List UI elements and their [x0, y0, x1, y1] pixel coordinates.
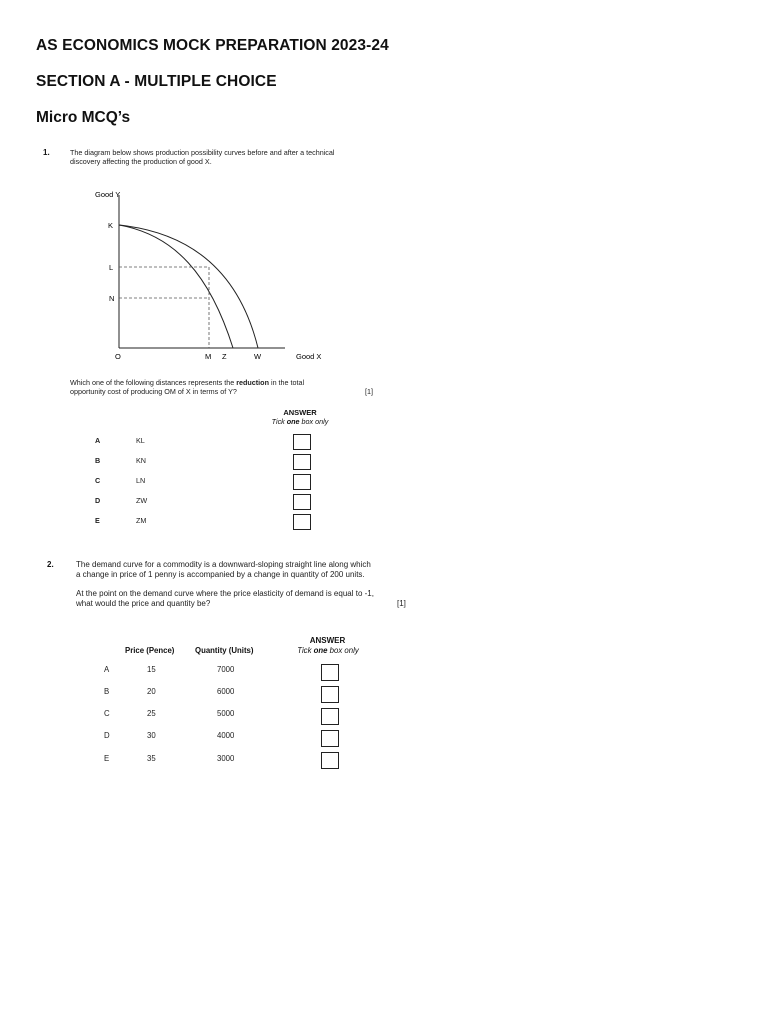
option-letter: B: [95, 456, 101, 465]
point-label-Z: Z: [222, 352, 227, 361]
option-quantity: 3000: [217, 754, 235, 763]
q2-answer-checkbox-b[interactable]: [321, 686, 339, 703]
ppc-diagram: [85, 185, 345, 370]
ppc-curve-before: [119, 225, 233, 348]
question-1-prompt-line-2: opportunity cost of producing OM of X in terms of Y?: [70, 387, 237, 396]
point-label-L: L: [109, 263, 114, 272]
option-letter: A: [95, 436, 101, 445]
q1-answer-checkbox-b[interactable]: [293, 454, 311, 470]
option-quantity: 4000: [217, 731, 235, 740]
option-letter: A: [104, 665, 110, 674]
option-text: ZW: [136, 496, 148, 505]
option-quantity: 6000: [217, 687, 235, 696]
option-letter: E: [95, 516, 100, 525]
option-letter: B: [104, 687, 110, 696]
q2-answer-checkbox-a[interactable]: [321, 664, 339, 681]
ppc-curve-after: [119, 225, 258, 348]
question-2-line-2: a change in price of 1 penny is accompanied by a change in quantity of 200 units.: [76, 570, 365, 579]
column-header-price: Price (Pence): [125, 646, 175, 655]
option-quantity: 5000: [217, 709, 235, 718]
option-price: 25: [147, 709, 156, 718]
option-text: KN: [136, 456, 146, 465]
q1-answer-checkbox-d[interactable]: [293, 494, 311, 510]
question-1-answer-instruction: Tick one box only: [271, 417, 329, 426]
question-1-answer-heading: ANSWER: [283, 408, 317, 417]
option-price: 30: [147, 731, 156, 740]
question-2-answer-instruction: Tick one box only: [297, 646, 359, 655]
x-axis-label: Good X: [296, 352, 322, 361]
option-text: ZM: [136, 516, 147, 525]
column-header-quantity: Quantity (Units): [195, 646, 254, 655]
q1-answer-checkbox-e[interactable]: [293, 514, 311, 530]
y-axis-label: Good Y: [95, 190, 121, 199]
question-2-line-1: The demand curve for a commodity is a downward-sloping straight line along which: [76, 560, 371, 569]
option-price: 15: [147, 665, 156, 674]
question-2-line-4: what would the price and quantity be?: [76, 599, 211, 608]
option-quantity: 7000: [217, 665, 235, 674]
section-heading: SECTION A - MULTIPLE CHOICE: [36, 73, 277, 90]
option-letter: D: [95, 496, 101, 505]
point-label-K: K: [108, 221, 114, 230]
option-text: KL: [136, 436, 145, 445]
option-letter: E: [104, 754, 110, 763]
option-price: 20: [147, 687, 156, 696]
question-1-prompt-line-1: Which one of the following distances represents the reduction in the total: [70, 378, 305, 387]
q1-answer-checkbox-a[interactable]: [293, 434, 311, 450]
q2-answer-checkbox-e[interactable]: [321, 752, 339, 769]
question-2-line-3: At the point on the demand curve where the price elasticity of demand is equal to -1,: [76, 589, 374, 598]
question-1-intro-line-1: The diagram below shows production possibility curves before and after a technical: [70, 148, 335, 157]
option-letter: C: [95, 476, 101, 485]
option-letter: D: [104, 731, 110, 740]
point-label-N: N: [109, 294, 115, 303]
question-1-number: 1.: [43, 148, 50, 157]
option-letter: C: [104, 709, 110, 718]
q2-answer-checkbox-c[interactable]: [321, 708, 339, 725]
point-label-M: M: [205, 352, 212, 361]
point-label-W: W: [254, 352, 262, 361]
q1-answer-checkbox-c[interactable]: [293, 474, 311, 490]
subsection-heading: Micro MCQ’s: [36, 109, 131, 126]
q2-answer-checkbox-d[interactable]: [321, 730, 339, 747]
document-title: AS ECONOMICS MOCK PREPARATION 2023-24: [36, 37, 389, 54]
question-2-marks: [1]: [397, 599, 406, 608]
question-2-number: 2.: [47, 560, 54, 569]
option-price: 35: [147, 754, 156, 763]
option-text: LN: [136, 476, 146, 485]
question-1-marks: [1]: [365, 387, 373, 396]
question-2-answer-heading: ANSWER: [309, 636, 346, 645]
origin-label: O: [115, 352, 121, 361]
question-1-intro-line-2: discovery affecting the production of good X.: [70, 157, 212, 166]
